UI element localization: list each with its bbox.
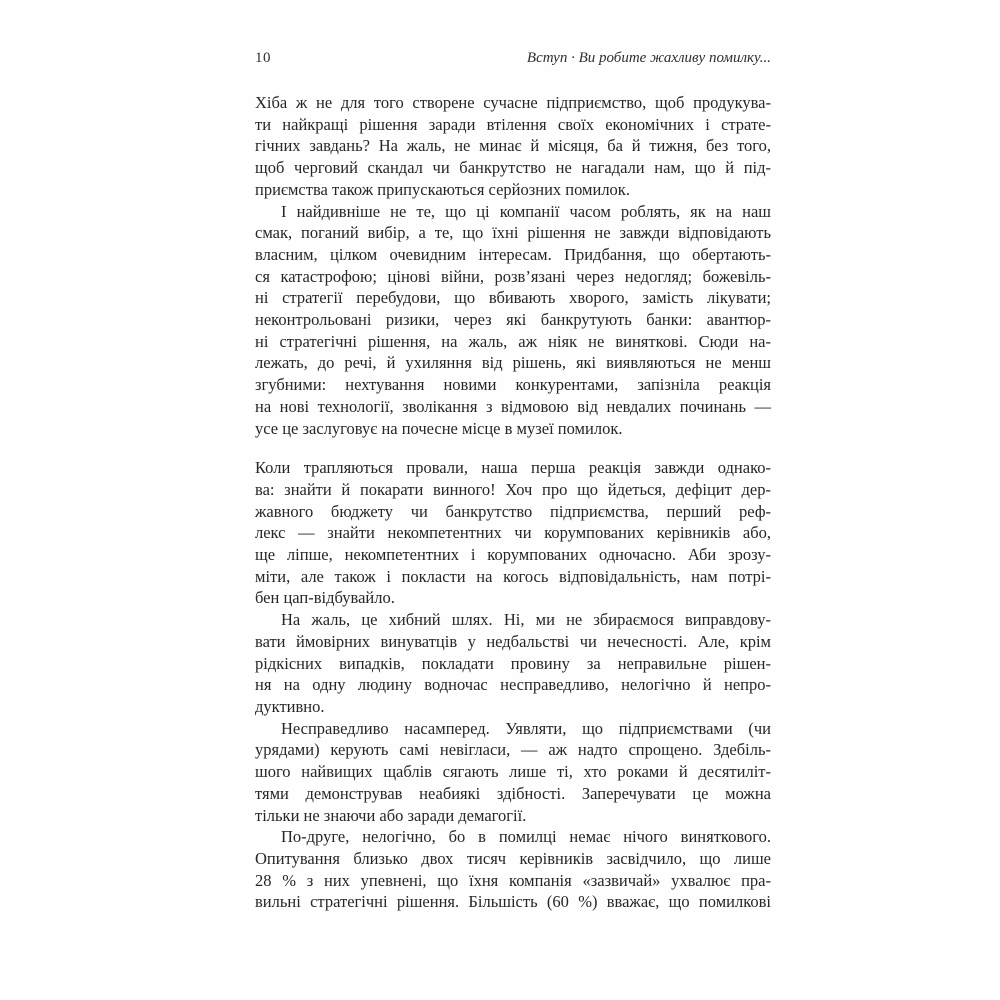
text-line: тями демонстрував неабиякі здібності. Заперечувати це можна <box>255 783 771 803</box>
text-line: ва: знайти й покарати винного! Хоч про що йдеться, дефіцит дер- <box>255 479 771 499</box>
text-line: неконтрольовані ризики, через які банкрутують банки: авантюр- <box>255 310 771 330</box>
text-line: дуктивно. <box>255 696 325 716</box>
text-line: ще ліпше, некомпетентних і корумпованих одночасно. Аби зрозу- <box>255 545 771 565</box>
text-line: ти найкращі рішення заради втілення своїх економічних і страте- <box>255 114 771 134</box>
paragraph <box>255 609 771 718</box>
paragraph <box>255 201 771 440</box>
text-line: ся катастрофою; цінові війни, розв’язані через недогляд; божевіль- <box>255 266 771 286</box>
text-line: шого найвищих щаблів сягають лише ті, хто роками й десятиліт- <box>255 762 771 782</box>
text-line: тільки не знаючи або заради демагогії. <box>255 805 527 825</box>
paragraph <box>255 826 771 913</box>
text-line: 28 % з них упевнені, що їхня компанія «зазвичай» ухвалює пра- <box>255 870 771 890</box>
text-line: рідкісних випадків, покладати провину за неправильне рішен- <box>255 653 771 673</box>
text-line: На жаль, це хибний шлях. Ні, ми не збираємося виправдову- <box>281 610 771 630</box>
text-line: урядами) керують самі невігласи, — аж надто спрощено. Здебіль- <box>255 740 771 760</box>
text-line: лекс — знайти некомпетентних чи корумпованих керівників або, <box>255 523 771 543</box>
text-line: ня на одну людину водночас несправедливо, нелогічно й непро- <box>255 675 771 695</box>
text-line: приємства також припускаються серйозних помилок. <box>255 179 630 199</box>
text-line: гічних завдань? На жаль, не минає й місяця, ба й тижня, без того, <box>255 136 771 156</box>
text-line: ні стратегії перебудови, що вбивають хворого, замість лікувати; <box>255 288 771 308</box>
paragraph <box>255 92 771 201</box>
text-line: смак, поганий вибір, а те, що їхні рішення не завжди відповідають <box>255 223 771 243</box>
text-line: лежать, до речі, й ухиляння від рішень, які виявляються не менш <box>255 353 771 373</box>
text-line: По-друге, нелогічно, бо в помилці немає нічого виняткового. <box>281 827 771 847</box>
text-line: Опитування близько двох тисяч керівників засвідчило, що лише <box>255 848 771 868</box>
text-line: бен цап-відбувайло. <box>255 588 395 608</box>
text-line: ні стратегічні рішення, на жаль, аж ніяк не виняткові. Сюди на- <box>255 331 771 351</box>
text-line: міти, але також і покласти на когось відповідальність, нам потрі- <box>255 566 771 586</box>
paragraph <box>255 457 771 609</box>
text-line: на нові технології, зволікання з відмовою від невдалих починань — <box>255 396 771 416</box>
page-header <box>255 50 771 67</box>
paragraph <box>255 718 771 827</box>
text-line: І найдивніше не те, що ці компанії часом роблять, як на наш <box>281 201 771 221</box>
text-line: вати ймовірних винуватців у недбальстві чи нечесності. Але, крім <box>255 631 771 651</box>
text-line: Хіба ж не для того створене сучасне підприємство, щоб продукува- <box>255 93 771 112</box>
text-line: жавного бюджету чи банкрутство підприємства, перший реф- <box>255 501 771 521</box>
text-line: щоб черговий скандал чи банкрутство не нагадали нам, що й під- <box>255 158 771 178</box>
running-head: Вступ · Ви робите жахливу помилку... <box>526 50 771 66</box>
text-line: Несправедливо насамперед. Уявляти, що підприємствами (чи <box>281 718 771 738</box>
text-line: Коли трапляються провали, наша перша реакція завжди однако- <box>255 458 771 478</box>
text-line: усе це заслуговує на почесне місце в музеї помилок. <box>255 418 623 438</box>
text-line: власним, цілком очевидним інтересам. Придбання, що обертають- <box>255 244 771 264</box>
page-number: 10 <box>255 50 271 66</box>
page-body <box>255 92 771 913</box>
text-line: вильні стратегічні рішення. Більшість (60 %) вважає, що помилкові <box>255 892 771 912</box>
text-line: згубними: нехтування новими конкурентами, запізніла реакція <box>255 375 771 395</box>
